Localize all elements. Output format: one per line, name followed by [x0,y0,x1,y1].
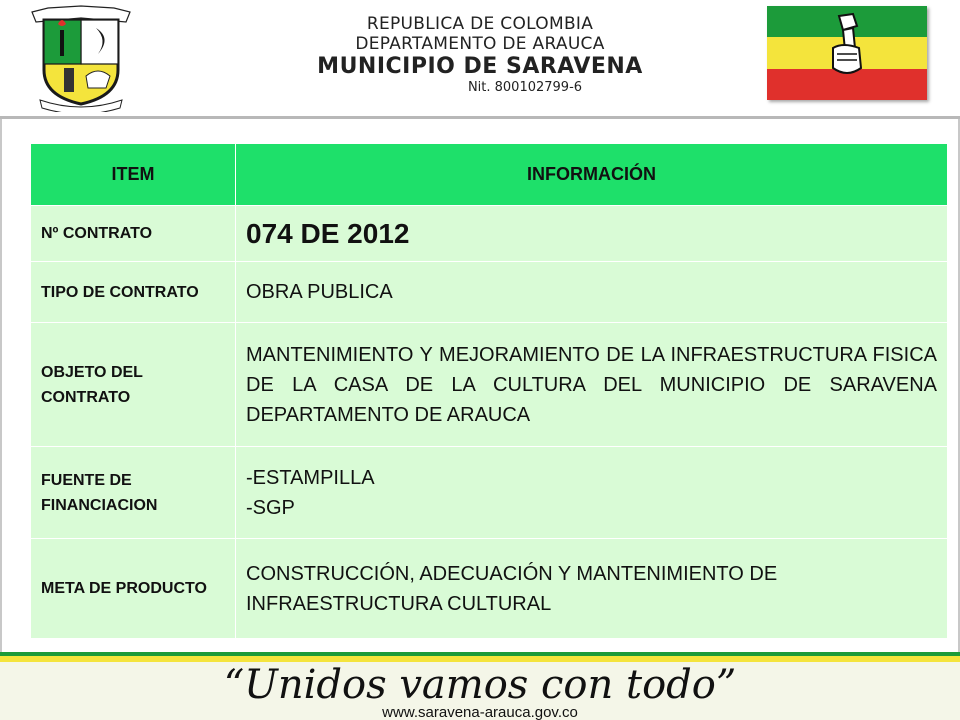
row-label-contract-number: Nº CONTRATO [31,206,236,262]
funding-source-line: -ESTAMPILLA [246,466,375,489]
nit-number: Nit. 800102799-6 [467,80,583,95]
department-title: DEPARTAMENTO DE ARAUCA [355,34,605,54]
row-label-product-goal: META DE PRODUCTO [31,539,236,639]
product-goal-value: CONSTRUCCIÓN, ADECUACIÓN Y MANTENIMIENTO DE INFRAESTRUCTURA CULTURAL [236,539,948,639]
table-header-row [31,144,948,206]
municipal-flag [767,6,927,100]
funding-source-line: -SGP [246,496,295,519]
contract-object-value: MANTENIMIENTO Y MEJORAMIENTO DE LA INFRAESTRUCTURA FISICA DE LA CASA DE LA CULTURA DEL MUNICIPIO DE SARAVENA DEPARTAMENTO DE ARAUCA [236,323,948,447]
row-label-contract-object: OBJETO DEL CONTRATO [31,323,236,447]
country-title: REPUBLICA DE COLOMBIA [366,14,594,34]
header-title-block [290,14,670,96]
website-link[interactable]: www.saravena-arauca.gov.co [382,704,578,720]
row-label-funding-source: FUENTE DE FINANCIACION [31,447,236,539]
column-header-info: INFORMACIÓN [236,144,948,206]
footer-body [0,662,960,720]
torch-hand-icon [823,12,869,82]
municipality-title: MUNICIPIO DE SARAVENA [317,54,643,79]
table-row [31,206,948,262]
header-divider [0,116,960,119]
contract-number-value: 074 DE 2012 [236,206,948,262]
table-row [31,262,948,323]
footer [0,652,960,720]
slogan: “Unidos vamos con todo” [223,662,737,708]
column-header-item: ITEM [31,144,236,206]
table-row [31,447,948,539]
municipal-seal-icon [26,4,136,112]
table-row [31,539,948,639]
header [0,0,960,118]
contract-type-value: OBRA PUBLICA [236,262,948,323]
funding-source-value [236,447,948,539]
table-row [31,323,948,447]
row-label-contract-type: TIPO DE CONTRATO [31,262,236,323]
contract-info-table [30,143,948,639]
